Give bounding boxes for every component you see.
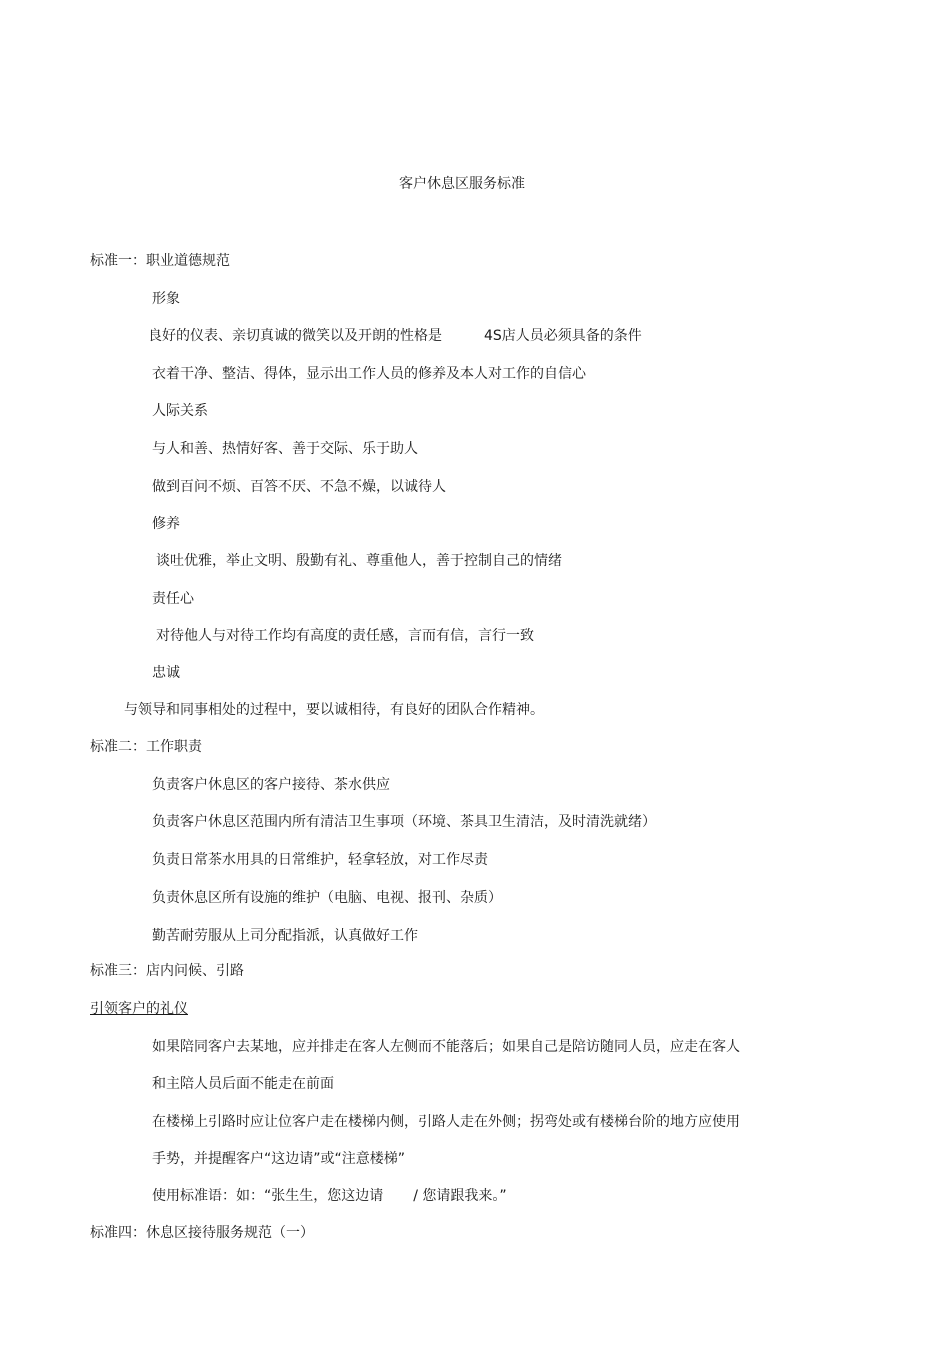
standard-1-heading: 标准一：职业道德规范 (90, 253, 230, 269)
loyal-text: 与领导和同事相处的过程中，要以诚相待，有良好的团队合作精神。 (124, 702, 544, 718)
guide-paragraph-1-line-1: 如果陪同客户去某地，应并排走在客人左侧而不能落后；如果自己是陪访随同人员，应走在客人 (152, 1039, 740, 1055)
document-title: 客户休息区服务标准 (399, 176, 525, 192)
duty-item-2: 负责客户休息区范围内所有清洁卫生事项（环境、茶具卫生清洁，及时清洗就绪） (152, 814, 656, 830)
duty-text: 对待他人与对待工作均有高度的责任感，言而有信，言行一致 (156, 628, 534, 644)
guide-standard-phrase: 使用标准语：如：“张生生，您这边请 / 您请跟我来。” (152, 1188, 507, 1204)
relation-text-2: 做到百问不烦、百答不厌、不急不燥，以诚待人 (152, 479, 446, 495)
standard-3-heading: 标准三：店内问候、引路 (90, 963, 244, 979)
culture-text: 谈吐优雅，举止文明、殷勤有礼、尊重他人，善于控制自己的情绪 (156, 553, 562, 569)
guide-paragraph-2-line-2: 手势，并提醒客户“这边请”或“注意楼梯” (152, 1151, 406, 1167)
standard-2-heading: 标准二：工作职责 (90, 739, 202, 755)
relation-text-1: 与人和善、热情好客、善于交际、乐于助人 (152, 441, 418, 457)
loyal-label: 忠诚 (152, 665, 180, 681)
culture-label: 修养 (152, 516, 180, 532)
duty-item-4: 负责休息区所有设施的维护（电脑、电视、报刊、杂质） (152, 890, 502, 906)
guide-etiquette-subheading: 引领客户的礼仪 (90, 1001, 188, 1017)
duty-item-1: 负责客户休息区的客户接待、茶水供应 (152, 777, 390, 793)
image-text-2: 衣着干净、整洁、得体，显示出工作人员的修养及本人对工作的自信心 (152, 366, 586, 382)
image-text-1: 良好的仪表、亲切真诚的微笑以及开朗的性格是 4S店人员必须具备的条件 (148, 328, 642, 344)
duty-label: 责任心 (152, 591, 194, 607)
standard-4-heading: 标准四：休息区接待服务规范（一） (90, 1225, 314, 1241)
duty-item-3: 负责日常茶水用具的日常维护，轻拿轻放，对工作尽责 (152, 852, 488, 868)
duty-item-5: 勤苦耐劳服从上司分配指派，认真做好工作 (152, 928, 418, 944)
image-label: 形象 (152, 291, 180, 307)
guide-paragraph-2-line-1: 在楼梯上引路时应让位客户走在楼梯内侧，引路人走在外侧；拐弯处或有楼梯台阶的地方应使用 (152, 1114, 740, 1130)
guide-paragraph-1-line-2: 和主陪人员后面不能走在前面 (152, 1076, 334, 1092)
relation-label: 人际关系 (152, 403, 208, 419)
